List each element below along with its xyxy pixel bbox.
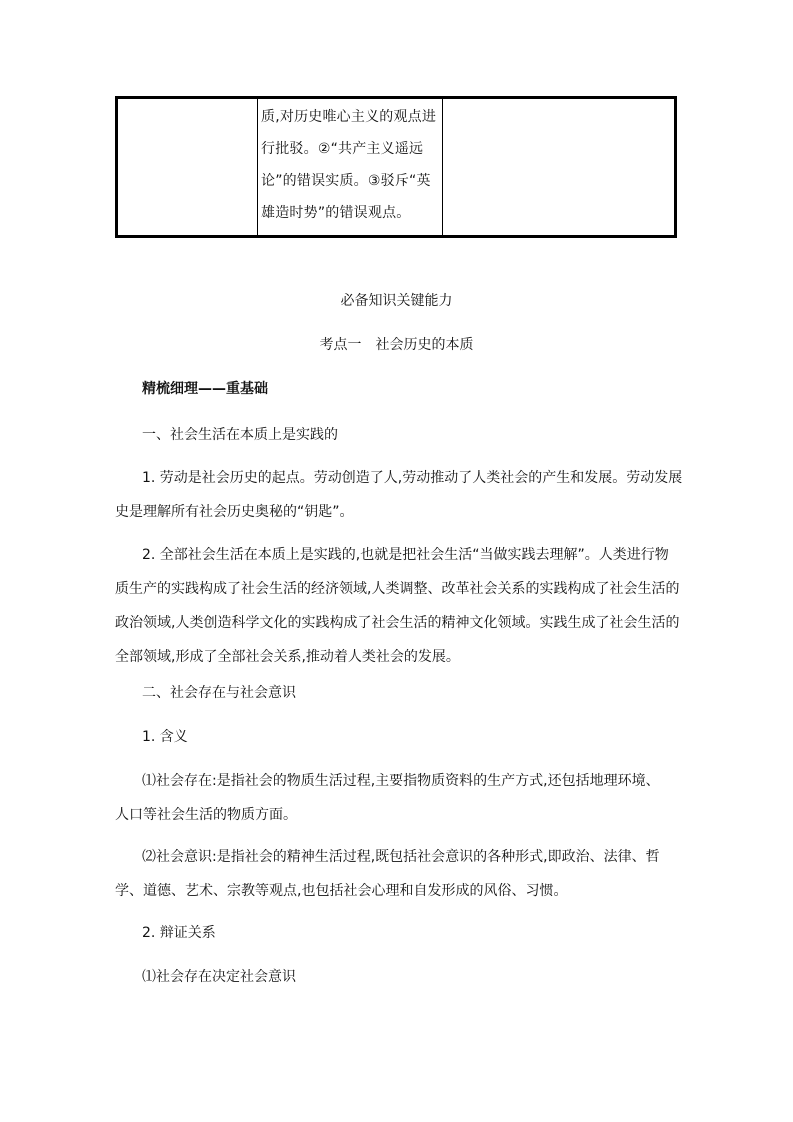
subheading-meaning: 1. 含义 — [142, 729, 188, 745]
paragraph-social-consciousness — [115, 845, 681, 913]
paragraph-line: 史是理解所有社会历史奥秘的“钥匙”。 — [115, 504, 354, 520]
paragraph-line: 质生产的实践构成了社会生活的经济领域,人类调整、改革社会关系的实践构成了社会生活的 — [115, 581, 680, 597]
paragraph-line: 学、道德、艺术、宗教等观点,也包括社会心理和自发形成的风俗、习惯。 — [115, 883, 568, 899]
paragraph-labor — [115, 466, 681, 534]
table-cell-line: 论”的错误实质。③驳斥“英 — [261, 173, 431, 189]
main-title: 必备知识关键能力 — [340, 293, 453, 309]
paragraph-line: 2. 全部社会生活在本质上是实践的,也就是把社会生活“当做实践去理解”。人类进行物 — [142, 547, 669, 563]
point-one-heading: 一、社会生活在本质上是实践的 — [142, 427, 338, 443]
table-cell-line: 雄造时势”的错误观点。 — [261, 205, 411, 221]
sub-title: 精梳细理——重基础 — [142, 381, 268, 397]
paragraph-line: ⑴社会存在:是指社会的物质生活过程,主要指物质资料的生产方式,还包括地理环境、 — [142, 773, 660, 789]
paragraph-social-being — [115, 769, 681, 837]
paragraph-line: 全部领域,形成了全部社会关系,推动着人类社会的发展。 — [115, 649, 460, 665]
paragraph-line: ⑵社会意识:是指社会的精神生活过程,既包括社会意识的各种形式,即政治、法律、哲 — [142, 849, 660, 865]
table-cell-lines — [258, 99, 442, 233]
point-two-heading: 二、社会存在与社会意识 — [142, 685, 296, 701]
paragraph-line: 人口等社会生活的物质方面。 — [115, 807, 297, 823]
continuation-table — [115, 96, 677, 238]
paragraph-determines: ⑴社会存在决定社会意识 — [142, 969, 296, 985]
subheading-dialectical: 2. 辩证关系 — [142, 925, 216, 941]
paragraph-line: 政治领域,人类创造科学文化的实践构成了社会生活的精神文化领域。实践生成了社会生活的 — [115, 615, 680, 631]
table-cell-content — [258, 98, 443, 237]
section-title: 考点一 社会历史的本质 — [319, 337, 474, 353]
table-cell-line: 质,对历史唯心主义的观点进 — [261, 109, 437, 125]
table-cell-empty-left — [117, 98, 258, 237]
table-cell-line: 行批驳。②“共产主义遥远 — [261, 141, 424, 157]
table-row — [117, 98, 676, 237]
paragraph-line: 1. 劳动是社会历史的起点。劳动创造了人,劳动推动了人类社会的产生和发展。劳动发展 — [142, 470, 683, 486]
paragraph-practice — [115, 543, 681, 679]
table-cell-empty-right — [442, 98, 675, 237]
